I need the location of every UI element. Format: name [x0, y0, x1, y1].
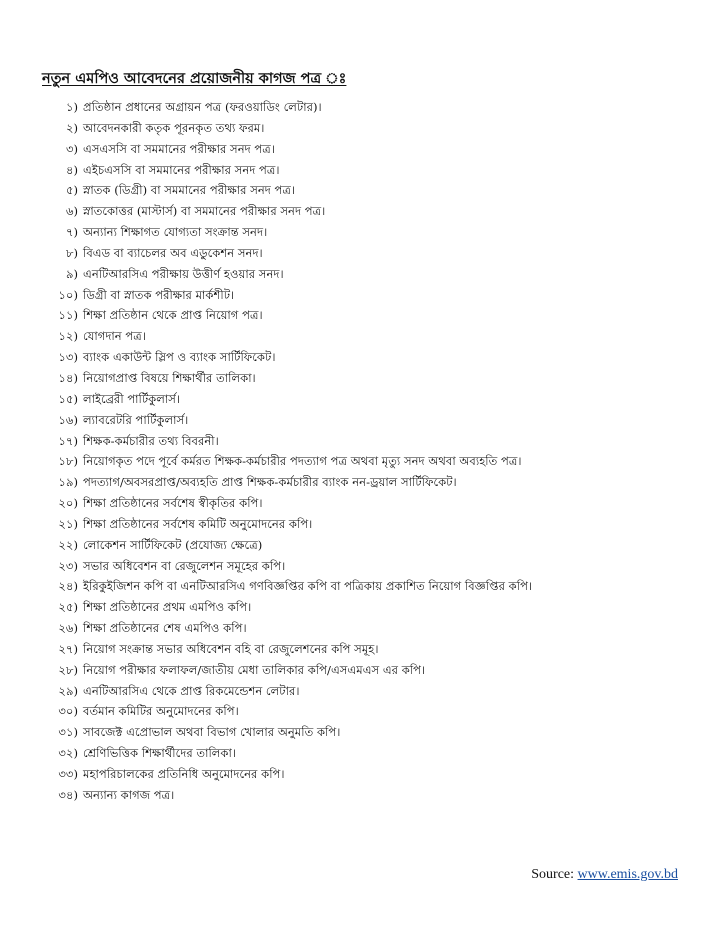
list-item	[0, 493, 720, 514]
item-text: নিয়োগকৃত পদে পূর্বে কর্মরত শিক্ষক-কর্মচারীর পদত্যাগ পত্র অথবা মৃত্যু সনদ অথবা অব্যহতি পত্র।	[83, 454, 522, 469]
item-number: ৪)	[65, 162, 78, 177]
source-link[interactable]: www.emis.gov.bd	[577, 867, 678, 882]
item-text: যোগদান পত্র।	[83, 329, 146, 344]
item-text: মহাপরিচালকের প্রতিনিধি অনুমোদনের কপি।	[83, 767, 285, 781]
item-text: সভার অধিবেশন বা রেজুলেশন সমূহের কপি।	[83, 558, 286, 573]
item-text: বর্তমান কমিটির অনুমোদনের কপি।	[83, 704, 239, 719]
list-item	[0, 556, 720, 577]
item-number: ১৭)	[58, 433, 78, 448]
item-text: স্নাতক (ডিগ্রী) বা সমমানের পরীক্ষার সনদ পত্র।	[83, 183, 296, 198]
item-text: এনটিআরসিএ পরীক্ষায় উত্তীর্ণ হওয়ার সনদ।	[83, 266, 284, 281]
item-text: ল্যাবরেটরি পার্টিকুলার্স।	[83, 412, 189, 427]
list-item	[0, 368, 720, 389]
item-number: ৫)	[65, 183, 78, 198]
list-item	[0, 285, 720, 306]
item-text: অন্যান্য কাগজ পত্র।	[83, 787, 175, 802]
list-item	[0, 764, 720, 785]
list-item	[0, 785, 720, 806]
list-item	[0, 118, 720, 139]
list-item	[0, 410, 720, 431]
list-item	[0, 743, 720, 764]
list-item	[0, 681, 720, 702]
item-number: ২)	[65, 120, 78, 135]
item-number: ১৩)	[58, 350, 78, 365]
item-text: এসএসসি বা সমমানের পরীক্ষার সনদ পত্র।	[83, 141, 275, 156]
list-item	[0, 701, 720, 722]
list-item	[0, 389, 720, 410]
item-number: ২৫)	[58, 600, 78, 615]
list-item	[0, 243, 720, 264]
item-number: ৩)	[65, 141, 78, 156]
item-text: শিক্ষক-কর্মচারীর তথ্য বিবরনী।	[83, 433, 219, 448]
list-item	[0, 347, 720, 368]
item-number: ১৫)	[58, 391, 78, 406]
item-text: শ্রেণিভিত্তিক শিক্ষার্থীদের তালিকা।	[83, 746, 237, 761]
item-number: ৩৩)	[58, 767, 78, 781]
item-text: এনটিআরসিএ থেকে প্রাপ্ত রিকমেন্ডেশন লেটার।	[83, 683, 300, 698]
list-item	[0, 326, 720, 347]
item-number: ১৪)	[58, 370, 78, 385]
list-item	[0, 180, 720, 201]
list-item	[0, 160, 720, 181]
item-number: ১২)	[58, 329, 78, 344]
item-text: পদত্যাগ/অবসরপ্রাপ্ত/অব্যহতি প্রাপ্ত শিক্ষক-কর্মচারীর ব্যাংক নন-ড্রয়াল সার্টিফিকেট।	[83, 475, 457, 490]
item-number: ২৭)	[58, 641, 78, 656]
item-number: ২৪)	[58, 579, 78, 594]
list-item	[0, 305, 720, 326]
item-number: ৩২)	[58, 746, 78, 761]
item-text: বিএড বা ব্যাচেলর অব এডুকেশন সনদ।	[83, 245, 263, 260]
item-text: স্নাতকোত্তর (মাস্টার্স) বা সমমানের পরীক্ষার সনদ পত্র।	[83, 204, 326, 219]
item-number: ৩০)	[58, 704, 78, 719]
item-number: ৮)	[65, 245, 78, 260]
item-number: ৭)	[65, 225, 78, 240]
item-number: ২২)	[58, 537, 78, 552]
item-number: ২৩)	[58, 558, 78, 573]
list-item	[0, 535, 720, 556]
list-item	[0, 597, 720, 618]
item-number: ১১)	[58, 308, 78, 323]
item-text: লোকেশন সার্টিফিকেট (প্রযোজ্য ক্ষেত্রে)	[83, 537, 263, 552]
requirements-list	[0, 97, 720, 806]
item-number: ২৯)	[58, 683, 78, 698]
item-number: ১৬)	[58, 412, 78, 427]
item-text: নিয়োগ সংক্রান্ত সভার অধিবেশন বহি বা রেজুলেশনের কপি সমূহ।	[83, 641, 379, 656]
item-text: ইরিকুইজিশন কপি বা এনটিআরসিএ গণবিজ্ঞপ্তির কপি বা পত্রিকায় প্রকাশিত নিয়োগ বিজ্ঞপ্তির কপি।	[83, 579, 533, 594]
item-number: ২৬)	[58, 621, 78, 636]
list-item	[0, 431, 720, 452]
list-item	[0, 139, 720, 160]
item-text: লাইব্রেরী পার্টিকুলার্স।	[83, 391, 181, 406]
item-text: ব্যাংক একাউন্ট স্লিপ ও ব্যাংক সার্টিফিকেট।	[83, 350, 276, 365]
item-text: নিয়োগপ্রাপ্ত বিষয়ে শিক্ষার্থীর তালিকা।	[83, 370, 256, 385]
item-text: শিক্ষা প্রতিষ্ঠান থেকে প্রাপ্ত নিয়োগ পত্র।	[83, 308, 263, 323]
item-text: অন্যান্য শিক্ষাগত যোগ্যতা সংক্রান্ত সনদ।	[83, 225, 268, 240]
item-text: নিয়োগ পরীক্ষার ফলাফল/জাতীয় মেধা তালিকার কপি/এসএমএস এর কপি।	[83, 662, 426, 677]
item-text: শিক্ষা প্রতিষ্ঠানের সর্বশেষ স্বীকৃতির কপি।	[83, 496, 263, 511]
item-number: ২৮)	[58, 662, 78, 677]
item-number: ১০)	[58, 287, 78, 302]
list-item	[0, 201, 720, 222]
list-item	[0, 576, 720, 597]
item-number: ২০)	[58, 496, 78, 511]
list-item	[0, 514, 720, 535]
item-text: শিক্ষা প্রতিষ্ঠানের প্রথম এমপিও কপি।	[83, 600, 252, 615]
document-title: নতুন এমপিও আবেদনের প্রয়োজনীয় কাগজ পত্র ঃ	[42, 70, 347, 87]
item-text: সাবজেক্ট এপ্রোভাল অথবা বিভাগ খোলার অনুমতি কপি।	[83, 725, 341, 740]
item-number: ২১)	[58, 516, 78, 531]
list-item	[0, 660, 720, 681]
list-item	[0, 451, 720, 472]
item-text: প্রতিষ্ঠান প্রধানের অগ্রায়ন পত্র (ফরওয়াডিং লেটার)।	[83, 100, 322, 114]
list-item	[0, 264, 720, 285]
list-item	[0, 472, 720, 493]
item-text: শিক্ষা প্রতিষ্ঠানের সর্বশেষ কমিটি অনুমোদনের কপি।	[83, 516, 313, 531]
item-number: ১)	[65, 100, 78, 114]
item-number: ৩১)	[58, 725, 78, 740]
item-number: ১৯)	[58, 475, 78, 490]
item-number: ৬)	[65, 204, 78, 219]
item-text: শিক্ষা প্রতিষ্ঠানের শেষ এমপিও কপি।	[83, 621, 247, 636]
source-line	[531, 867, 678, 883]
item-text: আবেদনকারী কতৃক পূরনকৃত তথ্য ফরম।	[83, 120, 265, 135]
item-text: ডিগ্রী বা স্নাতক পরীক্ষার মার্কশীট।	[83, 287, 235, 302]
list-item	[0, 222, 720, 243]
source-label: Source:	[531, 867, 575, 882]
item-number: ৯)	[65, 266, 78, 281]
list-item	[0, 639, 720, 660]
item-number: ১৮)	[58, 454, 78, 469]
list-item	[0, 97, 720, 118]
item-number: ৩৪)	[58, 787, 78, 802]
list-item	[0, 618, 720, 639]
item-text: এইচএসসি বা সমমানের পরীক্ষার সনদ পত্র।	[83, 162, 280, 177]
list-item	[0, 722, 720, 743]
